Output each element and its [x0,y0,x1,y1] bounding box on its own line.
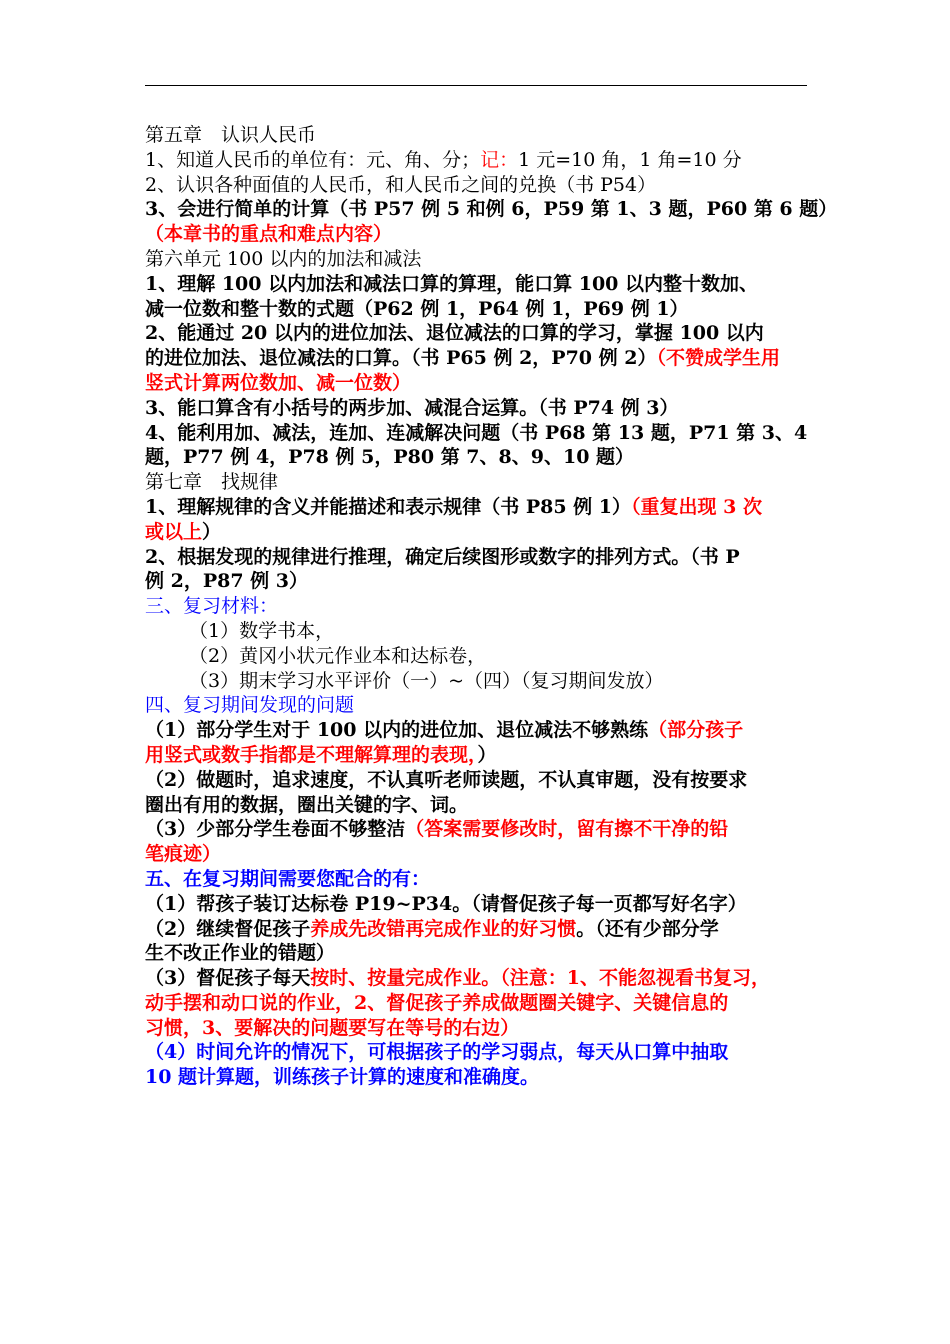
text-segment: （2）黄冈小状元作业本和达标卷， [189,644,487,667]
text-line [145,272,810,297]
text-line [145,197,838,222]
text-segment: （1）帮孩子装订达标卷 P19~P34。（请督促孩子每一页都写好名字） [145,892,747,915]
text-segment: 3、会进行简单的计算（书 P57 例 5 和例 6，P59 第 1、3 题，P60 第 6 题） [145,198,838,221]
text-line [145,693,810,718]
text-segment: （重复出现 3 次 [631,495,762,518]
text-line [145,991,810,1016]
text-segment: 1、知道人民币的单位有：元、角、分； [145,148,481,171]
text-line [145,371,810,396]
text-segment: 或以上 [145,520,203,543]
text-line [145,545,810,570]
text-line [145,346,810,371]
text-segment: 第六单元 100 以内的加法和减法 [145,247,422,270]
text-segment: ） [202,520,222,543]
text-segment: 题，P77 例 4，P78 例 5，P80 第 7、8、9、10 题） [145,446,635,469]
text-segment: （1）数学书本， [189,619,335,642]
text-line [145,917,810,942]
text-segment: 第七章 找规律 [145,471,279,494]
text-segment: （2）继续督促孩子 [145,917,311,940]
text-line [145,594,810,619]
text-line [145,1016,810,1041]
text-segment: （答案需要修改时，留有擦不干净的铅 [405,818,729,841]
text-segment: 笔痕迹） [145,843,222,866]
text-segment: 减一位数和整十数的式题（P62 例 1，P64 例 1，P69 例 1） [145,297,689,320]
text-line [145,644,810,669]
text-segment: 三、复习材料： [145,595,279,618]
text-line [145,495,810,520]
text-segment: 例 2，P87 例 3） [145,570,309,593]
text-segment: 按时、按量完成作业。（注意：1、不能忽视看书复习， [310,967,770,990]
text-line [145,148,810,173]
text-segment: 1、理解 100 以内加法和减法口算的算理，能口算 100 以内整十数加、 [145,272,759,295]
text-line [145,445,810,470]
document-body [145,123,838,1090]
text-segment: （3）督促孩子每天 [145,967,311,990]
text-segment: 2、根据发现的规律进行推理，确定后续图形或数字的排列方式。（书 P [145,545,740,568]
text-segment: 习惯，3、要解决的问题要写在等号的右边） [145,1016,520,1039]
text-line [145,817,810,842]
text-segment: 生不改正作业的错题） [145,942,336,965]
text-line [145,1040,810,1065]
text-line [145,619,810,644]
text-segment: 第五章 认识人民币 [145,124,317,146]
text-line [145,743,810,768]
text-line [145,966,810,991]
text-segment: 圈出有用的数据，圈出关键的字、词。 [145,793,469,816]
text-line [145,421,810,446]
text-segment: 4、能利用加、减法，连加、连减解决问题（书 P68 第 13 题，P71 第 3、4 [145,421,808,444]
text-segment: 。（还有少部分学 [576,917,719,940]
text-line [145,569,810,594]
text-line [145,718,810,743]
text-segment: 四、复习期间发现的问题 [145,694,355,717]
text-line [145,1065,810,1090]
text-line [145,173,810,198]
text-line [145,222,810,247]
text-line [145,793,810,818]
text-line [145,941,810,966]
text-segment: 1 元=10 角，1 角=10 分 [518,148,742,171]
text-line [145,867,810,892]
text-line [145,321,810,346]
text-segment: 2、认识各种面值的人民币，和人民币之间的兑换（书 P54） [145,173,657,196]
text-segment: 3、能口算含有小括号的两步加、减混合运算。（书 P74 例 3） [145,396,679,419]
text-segment: 的进位加法、退位减法的口算。（书 P65 例 2，P70 例 2） [145,347,657,370]
header-rule [145,85,807,86]
text-segment: （1）部分学生对于 100 以内的进位加、退位减法不够熟练 [145,719,649,742]
text-segment: （不赞成学生用 [656,347,780,370]
text-line [145,123,810,148]
text-line [145,768,810,793]
text-line [145,396,810,421]
text-line [145,247,810,272]
text-segment: 动手摆和动口说的作业，2、督促孩子养成做题圈关键字、关键信息的 [145,991,729,1014]
text-segment: （2）做题时，追求速度，不认真听老师读题，不认真审题，没有按要求 [145,768,748,791]
text-segment: 养成先改错再完成作业的好习惯 [310,917,577,940]
text-segment: 10 题计算题，训练孩子计算的速度和准确度。 [145,1066,540,1089]
text-segment: （3）期末学习水平评价（一）~（四）（复习期间发放） [189,669,664,692]
text-line [145,297,810,322]
text-line [145,842,810,867]
text-segment: ） [477,743,497,766]
text-segment: 2、能通过 20 以内的进位加法、退位减法的口算的学习，掌握 100 以内 [145,322,764,345]
text-line [145,520,810,545]
text-segment: 用竖式或数手指都是不理解算理的表现， [145,743,478,766]
text-segment: 记： [480,148,519,171]
text-segment: （本章书的重点和难点内容） [145,223,393,246]
text-line [145,892,810,917]
text-segment: 竖式计算两位数加、减一位数） [145,371,412,394]
text-segment: （部分孩子 [648,719,744,742]
text-segment: 五、在复习期间需要您配合的有： [145,867,431,890]
text-segment: （3）少部分学生卷面不够整洁 [145,818,406,841]
text-segment: （4）时间允许的情况下，可根据孩子的学习弱点，每天从口算中抽取 [145,1041,729,1064]
text-line [145,669,810,694]
text-line [145,470,810,495]
text-segment: 1、理解规律的含义并能描述和表示规律（书 P85 例 1） [145,495,632,518]
